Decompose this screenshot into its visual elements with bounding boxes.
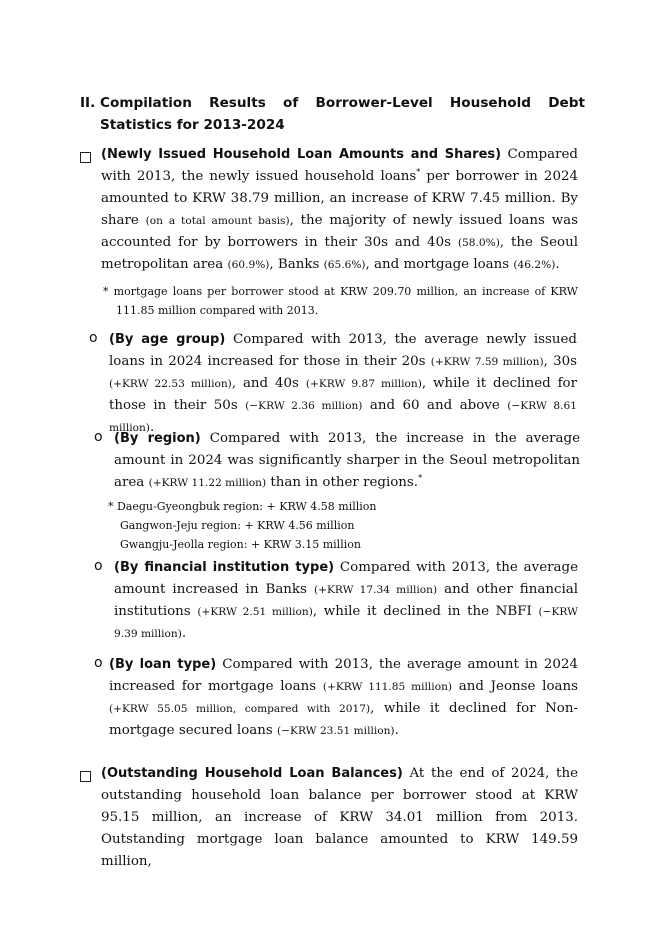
region-note-gangwon: Gangwon-Jeju region: + KRW 4.56 million xyxy=(120,519,355,532)
bullet-marker: o xyxy=(94,655,103,671)
age-group-heading: (By age group) xyxy=(109,332,226,347)
institution-paragraph: (By financial institution type) Compared with 2013, the average amount increased in Banks (+KRW 17.34 million) and other financial institutions (+KRW 2.51 million), while it declined in the NBFI (−KRW 9.39 million). xyxy=(114,560,578,641)
bullet-marker: o xyxy=(89,330,98,346)
checkbox-square-icon xyxy=(80,771,91,782)
region-note-daegu: * Daegu-Gyeongbuk region: + KRW 4.58 million xyxy=(108,500,377,513)
new-loans-footnote: * mortgage loans per borrower stood at KRW 209.70 million, an increase of KRW 111.85 million compared with 2013. xyxy=(103,285,578,317)
footnote-marker: * xyxy=(416,167,421,177)
section-number: II. xyxy=(80,95,96,111)
loan-type-heading: (By loan type) xyxy=(109,657,217,672)
bullet-marker: o xyxy=(94,558,103,574)
region-note-gwangju: Gwangju-Jeolla region: + KRW 3.15 million xyxy=(120,538,361,551)
loan-type-paragraph: (By loan type) Compared with 2013, the average amount in 2024 increased for mortgage loans (+KRW 111.85 million) and Jeonse loans (+KRW 55.05 million, compared with 2017), while it declined for Non-mortgage secured loans (−KRW 23.51 million). xyxy=(109,657,578,738)
outstanding-paragraph: (Outstanding Household Loan Balances) At the end of 2024, the outstanding household loan balance per borrower stood at KRW 95.15 million, an increase of KRW 34.01 million from 2013. Outstanding mortgage loan balance amounted to KRW 149.59 million, xyxy=(101,766,578,869)
new-loans-paragraph: (Newly Issued Household Loan Amounts and Shares) Compared with 2013, the newly issued household loans* per borrower in 2024 amounted to KRW 38.79 million, an increase of KRW 7.45 million. By share (on a total amount basis), the majority of newly issued loans was accounted for by borrowers in their 30s and 40s (58.0%), the Seoul metropolitan area (60.9%), Banks (65.6%), and mortgage loans (46.2%). xyxy=(101,147,579,272)
outstanding-heading: (Outstanding Household Loan Balances) xyxy=(101,766,403,781)
age-group-paragraph: (By age group) Compared with 2013, the average newly issued loans in 2024 increased for those in their 20s (+KRW 7.59 million), 30s (+KRW 22.53 million), and 40s (+KRW 9.87 million), while it declined for those in their 50s (−KRW 2.36 million) and 60 and above (−KRW 8.61 million). xyxy=(109,332,578,435)
institution-heading: (By financial institution type) xyxy=(114,560,335,575)
region-heading: (By region) xyxy=(114,431,201,446)
section-title: Compilation Results of Borrower-Level Household Debt Statistics for 2013-2024 xyxy=(100,95,585,133)
bullet-marker: o xyxy=(94,429,103,445)
section-heading xyxy=(80,92,585,136)
footnote-marker: * xyxy=(418,473,423,483)
checkbox-square-icon xyxy=(80,152,91,163)
region-footnotes xyxy=(108,497,408,554)
new-loans-heading: (Newly Issued Household Loan Amounts and Shares) xyxy=(101,147,502,162)
region-paragraph: (By region) Compared with 2013, the increase in the average amount in 2024 was significantly sharper in the Seoul metropolitan area (+KRW 11.22 million) than in other regions.* xyxy=(114,431,581,490)
